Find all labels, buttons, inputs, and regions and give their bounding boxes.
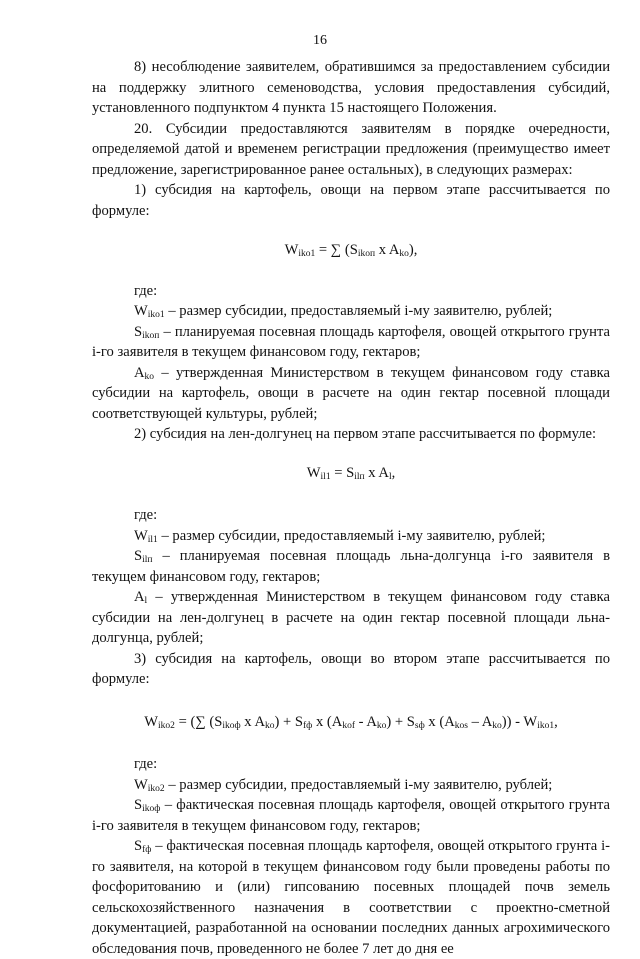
definition-w-iko2: $W_{iko2}$ – размер субсидии, предоставляемый i-му заявителю, рублей; <box>134 776 553 794</box>
definition-w-il1: $W_{il1}$ – размер субсидии, предоставляемый i-му заявителю, рублей; <box>134 527 546 545</box>
definition-w-iko1: $W_{iko1}$ – размер субсидии, предоставляемый i-му заявителю, рублей; <box>134 303 553 320</box>
formula-3: $W_{iko2}$ = (∑ ($S_{ikoф}$ x $A_{ko}) + S_{fф}$ x $(A_{kof} - A_{ko}) + S_{sф}$ x $(A_{kos} - A_{ko})) - W_{iko1}$, <box>144 713 558 731</box>
definition-s-ff: $S_{fф}$ – фактическая посевная площадь картофеля, овощей открытого грунта i-го заявителя, на которой в текущем финансовом году были проведены работы по фосфоритованию и (или) гипсованию посевных площадей почв земель сельскохозяйственного назначения в соответствии с проектно-сметной документацией, разработанной на основании последних данных агрохимического обследования почв, проведенного не более 7 лет до дня ее <box>92 838 610 957</box>
paragraph-8: 8) несоблюдение заявителем, обратившимся за предоставлением субсидии на поддержку элитного семеноводства, условия предоставления субсидий, установленного подпунктом 4 пункта 15 настоящего Положения. <box>92 59 610 116</box>
where-label-3: где: <box>134 756 158 772</box>
item-2: 2) субсидия на лен-долгунец на первом этапе рассчитывается по формуле: <box>134 426 597 442</box>
paragraph-20: 20. Субсидии предоставляются заявителям в порядке очередности, определяемой датой и временем регистрации предложения (преимущество имеет предложение, зарегистрированное ранее остальных), в следующих размерах: <box>92 120 610 178</box>
item-3: 3) субсидия на картофель, овощи во втором этапе рассчитывается по формуле: <box>92 650 610 687</box>
definition-s-ikof: $S_{ikoф}$ – фактическая посевная площадь картофеля, овощей открытого грунта i-го заявителя в текущем финансовом году, гектаров; <box>92 797 610 834</box>
definition-s-ilp: $S_{ilп}$ – планируемая посевная площадь льна-долгунца i-го заявителя в текущем финансовом году, гектаров; <box>92 548 610 585</box>
formula-1: $W_{iko1}$ = ∑ ($S_{ikoп}$ x $A_{ko}$), <box>284 242 418 259</box>
item-1: 1) субсидия на картофель, овощи на первом этапе рассчитывается по формуле: <box>92 182 610 219</box>
formula-2: $W_{il1} = S_{ilп}$ x $A_l$, <box>306 464 396 482</box>
definition-a-ko: $A_{ko}$ – утвержденная Министерством в текущем финансовом году ставка субсидии на картофель, овощи в расчете на один гектар посевной площади соответствующей культуры, рублей; <box>92 364 610 422</box>
where-label-1: где: <box>134 282 158 299</box>
document-body <box>92 57 610 959</box>
definition-s-ikop: $S_{ikoп}$ – планируемая посевная площадь картофеля, овощей открытого грунта i-го заявителя в текущем финансовом году, гектаров; <box>92 323 610 360</box>
where-label-2: где: <box>134 507 158 523</box>
page-number: 16 <box>313 33 327 48</box>
definition-a-l: $A_l$ – утвержденная Министерством в текущем финансовом году ставка субсидии на лен-долгунец в расчете на один гектар посевной площади льна-долгунца, рублей; <box>92 589 610 646</box>
